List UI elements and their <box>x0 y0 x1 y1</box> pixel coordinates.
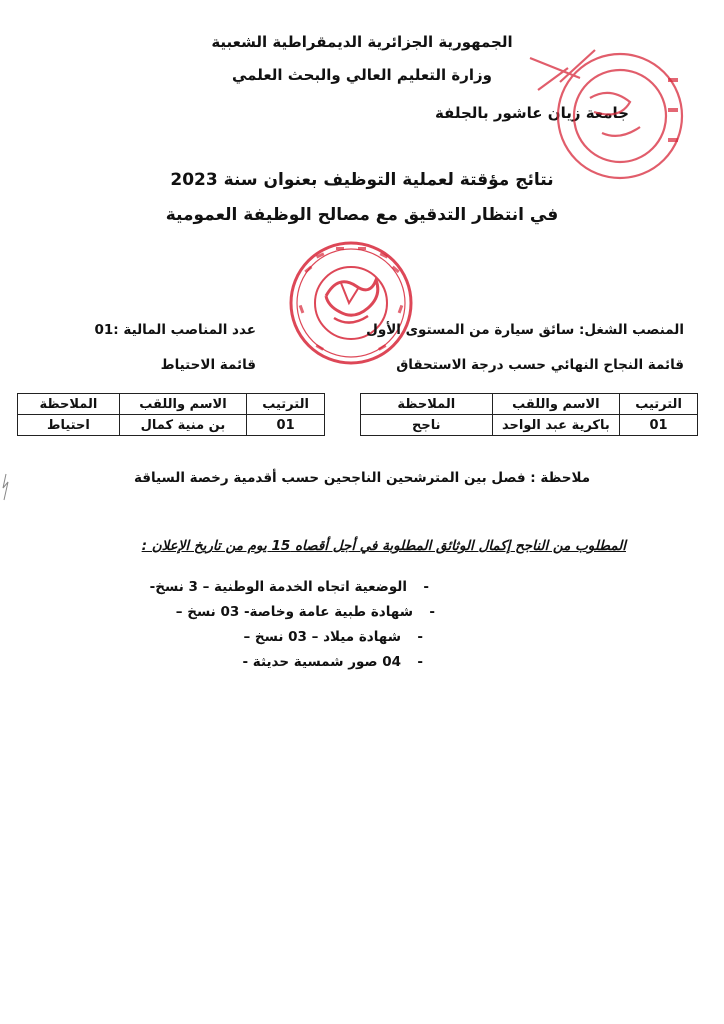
university-name: جامعة زيان عاشور بالجلفة <box>434 104 629 122</box>
list-item <box>150 650 423 675</box>
ministry-header: وزارة التعليم العالي والبحث العلمي <box>231 66 493 84</box>
table-row <box>361 415 698 436</box>
document-subtitle: في انتظار التدقيق مع مصالح الوظيفة العمومية <box>165 205 559 225</box>
list-item-text: الوضعية اتجاه الخدمة الوطنية – 3 نسخ- <box>149 579 407 595</box>
rank-header: الترتيب <box>620 394 698 415</box>
note-header: الملاحظة <box>18 394 120 415</box>
required-docs-list <box>149 575 435 675</box>
name-header: الاسم واللقب <box>119 394 246 415</box>
list-dash: - <box>429 604 435 620</box>
list-dash: - <box>423 579 429 595</box>
rank-cell: 01 <box>620 415 698 436</box>
final-list-label: قائمة النجاح النهائي حسب درجة الاستحقاق <box>396 357 684 373</box>
name-cell: بن منية كمال <box>119 415 246 436</box>
name-cell: باكرية عبد الواحد <box>492 415 620 436</box>
note-cell: ناجح <box>361 415 493 436</box>
list-item <box>150 625 423 650</box>
republic-header: الجمهورية الجزائرية الديمقراطية الشعبية <box>211 33 513 51</box>
list-item-text: 04 صور شمسية حديثة - <box>242 654 401 670</box>
reserve-table <box>17 393 325 436</box>
list-item-text: شهادة ميلاد – 03 نسخ – <box>243 629 401 645</box>
document-title: نتائج مؤقتة لعملية التوظيف بعنوان سنة 2023 <box>170 170 554 190</box>
job-post: المنصب الشغل: سائق سيارة من المستوى الأول <box>366 322 684 338</box>
required-docs-heading: المطلوب من الناجح إكمال الوثائق المطلوبة في أجل أقصاه 15 يوم من تاريخ الإعلان : <box>141 538 626 554</box>
final-results-table <box>360 393 698 436</box>
note-text: ملاحظة : فصل بين المترشحين الناجحين حسب أقدمية رخصة السياقة <box>133 470 591 486</box>
reserve-list-label: قائمة الاحتياط <box>160 357 256 373</box>
name-header: الاسم واللقب <box>492 394 620 415</box>
rank-header: الترتيب <box>247 394 325 415</box>
table-row <box>18 415 325 436</box>
rank-cell: 01 <box>247 415 325 436</box>
list-item <box>150 600 435 625</box>
university-stamp-corner <box>520 38 690 188</box>
list-item-text: شهادة طبية عامة وخاصة- 03 نسخ – <box>175 604 413 620</box>
table-header-row <box>361 394 698 415</box>
list-item <box>150 575 429 600</box>
list-dash: - <box>417 629 423 645</box>
note-header: الملاحظة <box>361 394 493 415</box>
financial-posts-count: عدد المناصب المالية :01 <box>94 322 256 338</box>
table-header-row <box>18 394 325 415</box>
official-seal-stamp <box>286 238 416 368</box>
note-cell: احتياط <box>18 415 120 436</box>
list-dash: - <box>417 654 423 670</box>
